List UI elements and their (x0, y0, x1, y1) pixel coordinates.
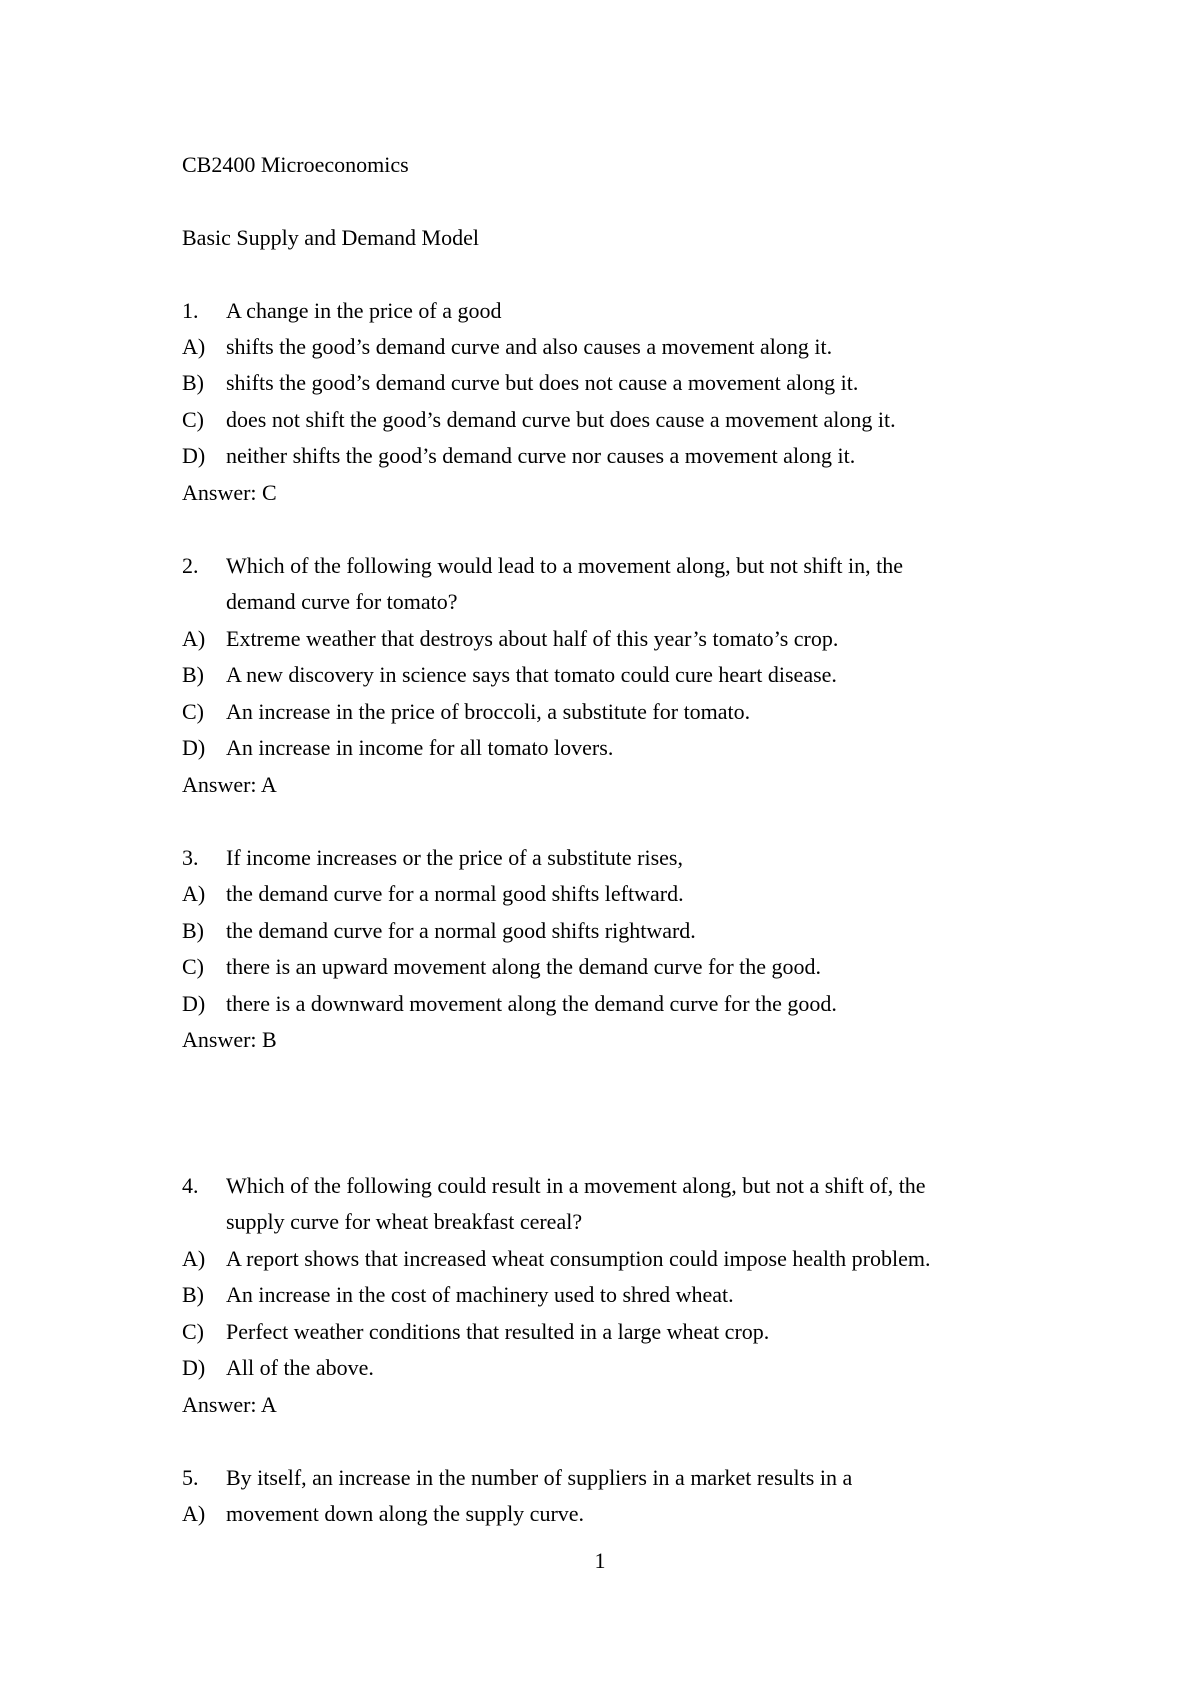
option-letter: D) (182, 1355, 206, 1380)
question-number: 1. (182, 298, 199, 323)
question-number: 5. (182, 1465, 199, 1490)
option-text: the demand curve for a normal good shifts rightward. (226, 918, 696, 943)
question-stem: Which of the following would lead to a movement along, but not shift in, the (226, 553, 903, 578)
answer-line: Answer: A (182, 1392, 277, 1417)
option-text: All of the above. (226, 1355, 374, 1380)
option-text: An increase in the price of broccoli, a substitute for tomato. (226, 699, 751, 724)
option-letter: D) (182, 991, 206, 1016)
option-letter: D) (182, 443, 206, 468)
option-letter: C) (182, 1319, 204, 1344)
question-stem: By itself, an increase in the number of suppliers in a market results in a (226, 1465, 853, 1490)
question-stem: A change in the price of a good (226, 298, 502, 323)
option-letter: B) (182, 1282, 204, 1307)
option-letter: A) (182, 881, 206, 906)
question-number: 3. (182, 845, 199, 870)
option-letter: B) (182, 370, 204, 395)
option-letter: C) (182, 954, 204, 979)
option-text: A new discovery in science says that tomato could cure heart disease. (226, 662, 837, 687)
option-text: the demand curve for a normal good shifts leftward. (226, 881, 684, 906)
option-letter: D) (182, 735, 206, 760)
option-letter: C) (182, 407, 204, 432)
option-text: shifts the good’s demand curve and also causes a movement along it. (226, 334, 833, 359)
option-letter: B) (182, 662, 204, 687)
question-stem: Which of the following could result in a movement along, but not a shift of, the (226, 1173, 926, 1198)
option-letter: C) (182, 699, 204, 724)
option-letter: A) (182, 334, 206, 359)
option-letter: A) (182, 1501, 206, 1526)
question-number: 4. (182, 1173, 199, 1198)
option-text: there is a downward movement along the demand curve for the good. (226, 991, 837, 1016)
option-text: Perfect weather conditions that resulted in a large wheat crop. (226, 1319, 770, 1344)
option-text: does not shift the good’s demand curve but does cause a movement along it. (226, 407, 896, 432)
course-title: CB2400 Microeconomics (182, 152, 409, 177)
page-number: 1 (594, 1548, 606, 1573)
option-text: shifts the good’s demand curve but does not cause a movement along it. (226, 370, 859, 395)
option-text: movement down along the supply curve. (226, 1501, 585, 1526)
option-text: An increase in income for all tomato lovers. (226, 735, 614, 760)
option-text: Extreme weather that destroys about half of this year’s tomato’s crop. (226, 626, 839, 651)
option-text: An increase in the cost of machinery used to shred wheat. (226, 1282, 734, 1307)
answer-line: Answer: A (182, 772, 277, 797)
option-letter: B) (182, 918, 204, 943)
question-stem: demand curve for tomato? (226, 589, 458, 614)
question-stem: If income increases or the price of a substitute rises, (226, 845, 683, 870)
question-number: 2. (182, 553, 199, 578)
answer-line: Answer: C (182, 480, 277, 505)
section-title: Basic Supply and Demand Model (182, 225, 479, 250)
question-stem: supply curve for wheat breakfast cereal? (226, 1209, 583, 1234)
option-text: there is an upward movement along the demand curve for the good. (226, 954, 822, 979)
option-text: A report shows that increased wheat consumption could impose health problem. (226, 1246, 931, 1271)
option-text: neither shifts the good’s demand curve nor causes a movement along it. (226, 443, 856, 468)
answer-line: Answer: B (182, 1027, 277, 1052)
option-letter: A) (182, 1246, 206, 1271)
option-letter: A) (182, 626, 206, 651)
